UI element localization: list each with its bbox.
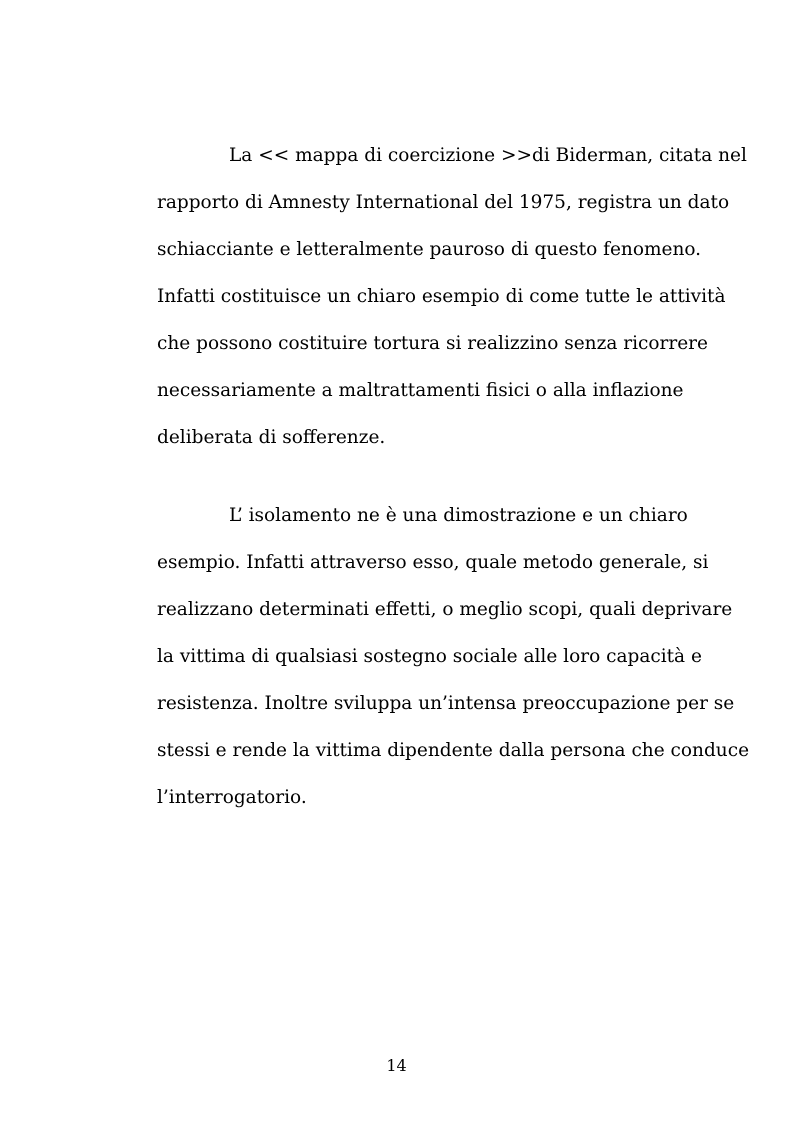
- text-line: necessariamente a maltrattamenti fisici o alla inflazione: [157, 380, 684, 401]
- text-line: realizzano determinati effetti, o meglio scopi, quali deprivare: [157, 599, 733, 620]
- text-line: la vittima di qualsiasi sostegno sociale alle loro capacità e: [157, 646, 702, 667]
- text-line: stessi e rende la vittima dipendente dalla persona che conduce: [157, 740, 750, 761]
- text-line: La << mappa di coercizione >>di Biderman, citata nel: [229, 145, 747, 166]
- text-line: Infatti costituisce un chiaro esempio di come tutte le attività: [157, 286, 726, 307]
- text-line: esempio. Infatti attraverso esso, quale metodo generale, si: [157, 552, 709, 573]
- text-line: resistenza. Inoltre sviluppa un’intensa preoccupazione per se: [157, 693, 735, 714]
- text-line: l’interrogatorio.: [157, 787, 307, 808]
- text-line: rapporto di Amnesty International del 1975, registra un dato: [157, 192, 730, 213]
- paragraph-coercion-map: [157, 145, 747, 475]
- paragraph-isolation: [157, 505, 750, 835]
- text-line: deliberata di sofferenze.: [157, 427, 386, 448]
- page-number: 14: [386, 1056, 407, 1075]
- text-line: che possono costituire tortura si realizzino senza ricorrere: [157, 333, 708, 354]
- text-line: L’ isolamento ne è una dimostrazione e un chiaro: [229, 505, 688, 526]
- text-line: schiacciante e letteralmente pauroso di questo fenomeno.: [157, 239, 702, 260]
